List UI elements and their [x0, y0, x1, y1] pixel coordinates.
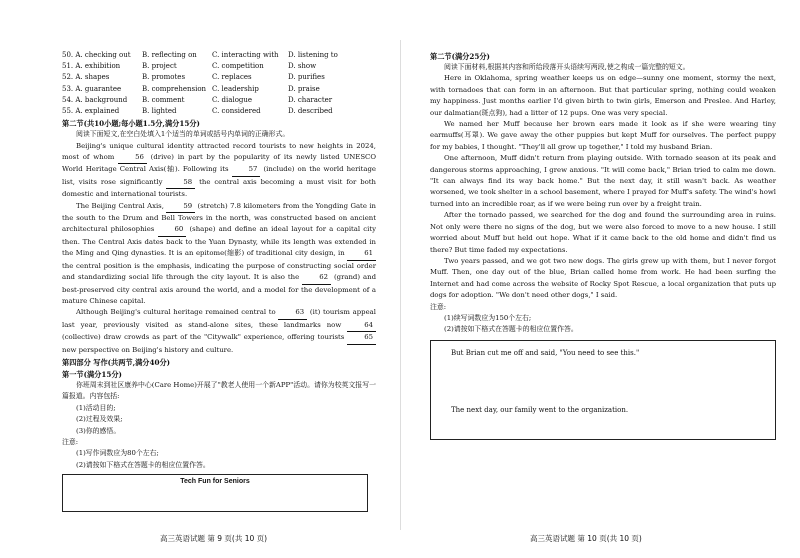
note-item: (2)请按如下格式在答题卡的相应位置作答。	[444, 325, 578, 334]
page-footer: 高三英语试题 第 10 页(共 10 页)	[530, 534, 642, 543]
blank-59[interactable]: 59	[166, 201, 195, 213]
blank-62[interactable]: 62	[302, 272, 331, 284]
blank-65[interactable]: 65	[347, 332, 376, 344]
answer-box-right[interactable]	[430, 340, 776, 440]
section-2-heading: 第二节(满分25分)	[430, 52, 490, 61]
story-paragraph: One afternoon, Muff didn't return from playing outside. With tornado season at its peak and dangerous storms approaching, I grew anxious. "It will come back," Brian tried to calm me down. "It can always find its way back home." But the next day, it still wasn't back. As weather worsened, we took shelter in a school basement, where I prayed for Muff's safety. The wind's howl turned into an incredible roar, as if we were being run over by a freight train.	[430, 154, 776, 208]
option-row: 54. A. background B. comment C. dialogue D. character	[62, 95, 333, 104]
blank-60[interactable]: 60	[158, 224, 187, 236]
note-label: 注意:	[62, 437, 79, 446]
blank-63[interactable]: 63	[278, 307, 307, 319]
passage-paragraph: Although Beijing's cultural heritage remained central to 63 (it) tourism appeal last year, previously visited as stand-alone sites, these landmarks now 64 (collective) draw crowds as part of the "Citywalk" experience, offering tourists 65 new perspective on Beijing's history and culture.	[62, 308, 376, 354]
blank-57[interactable]: 57	[232, 164, 261, 176]
passage-paragraph: The Beijing Central Axis, 59 (stretch) 7.8 kilometers from the Yongding Gate in the south to the Drum and Bell Towers in the north, was constructed based on ancient architectural philosophies 60 (shape) and define an ideal layout for a capital city then. The Central Axis dates back to the Yuan Dynasty, while its length was extended in the Ming and Qing dynasties. It is an epitome(缩影) of traditional city design, in 61 the central position is the emphasis, indicating the purpose of constructing social order and standardizing social life through the city layout. It is also the 62 (grand) and best-preserved city central axis around the world, and a model for the development of a mature Chinese capital.	[62, 201, 376, 305]
paragraph-starter-2: The next day, our family went to the organization.	[451, 405, 629, 414]
page-footer: 高三英语试题 第 9 页(共 10 页)	[160, 534, 268, 543]
note-item: (1)写作词数应为80个左右;	[76, 449, 159, 458]
section-1-heading: 第一节(满分15分)	[62, 369, 122, 379]
option-row: 50. A. checking out B. reflecting on C. interacting with D. listening to	[62, 51, 338, 59]
story-paragraph: We named her Muff because her brown ears made it look as if she were wearing tiny earmuffs(耳罩). We gave away the other puppies but kept Muff for ourselves. The perfect puppy for my babies, I thought. "They'll all grow up together," I told my husband Brian.	[430, 120, 776, 151]
note-item: (1)续写词数应为150个左右;	[444, 313, 532, 322]
task-item: (2)过程及效果;	[76, 415, 123, 424]
story-paragraph: After the tornado passed, we searched for the dog and found the surrounding area in ruins. Not only were there no signs of the dog, but we were also forced to move to a new house. I still worried about Muff but held out hope. What if it came back to the old home and didn't find us there? But time faded my expectations.	[430, 211, 776, 254]
blank-56[interactable]: 56	[118, 152, 147, 164]
instruction: 阅读下面短文,在空白处填入1个适当的单词或括号内单词的正确形式。	[76, 130, 290, 139]
page-10	[400, 0, 800, 558]
task-item: (3)你的感悟。	[76, 426, 121, 435]
box-title: Tech Fun for Seniors	[180, 478, 250, 486]
task-item: (1)活动目的;	[76, 403, 116, 412]
writing-task: 你班周末到社区康养中心(Care Home)开展了"教老人使用一个新APP"活动。请你为校英文报写一篇报道。内容包括:	[62, 380, 376, 401]
blank-64[interactable]: 64	[347, 320, 376, 332]
option-row: 51. A. exhibition B. project C. competition D. show	[62, 62, 317, 71]
story-paragraph: Two years passed, and we got two new dogs. The girls grew up with them, but I never forgot Muff. Then, one day out of the blue, Brian called home from work. He had been surfing the Internet and had come across the website of Rocky Spot Rescue, a local organization that puts up dogs for adoption. "We don't need other dogs," I said.	[430, 256, 776, 300]
options-list	[62, 50, 376, 117]
passage-paragraph: Beijing's unique cultural identity attracted record tourists to new heights in 2024, most of whom 56 (drive) in part by the popularity of its newly listed UNESCO World Heritage Central Axis(轴). Following its 57 (include) on the world heritage list, visits rose significantly 58 the central axis becoming a must visit for both domestic and international tourists.	[62, 141, 376, 199]
blank-58[interactable]: 58	[166, 177, 195, 189]
option-row: 53. A. guarantee B. comprehension C. leadership D. praise	[62, 84, 320, 93]
part4-heading: 第四部分 写作(共两节,满分40分)	[62, 357, 171, 367]
note-label: 注意:	[430, 302, 447, 311]
option-row: 55. A. explained B. lighted C. considered D. described	[62, 107, 333, 116]
answer-box-left[interactable]	[62, 474, 368, 512]
paragraph-starter-1: But Brian cut me off and said, "You need to see this."	[451, 348, 640, 357]
blank-61[interactable]: 61	[347, 248, 376, 260]
instruction: 阅读下面材料,根据其内容和所给段落开头语续写两段,使之构成一篇完整的短文。	[444, 63, 690, 71]
section-heading: 第二节(共10小题;每小题1.5分,满分15分)	[62, 119, 200, 129]
story-paragraph: Here in Oklahoma, spring weather keeps us on edge—sunny one moment, stormy the next, with tornadoes that can form in an afternoon. But that particular spring, nothing could weaken my happiness. Just months earlier I'd given birth to twin girls, Emerson and Preslee. And Harley, our dalmatian(斑点狗), had a litter of 12 pups. One was very special.	[430, 74, 776, 117]
note-item: (2)请按如下格式在答题卡的相应位置作答。	[76, 460, 210, 469]
option-row: 52. A. shapes B. promotes C. replaces D. purifies	[62, 73, 325, 82]
